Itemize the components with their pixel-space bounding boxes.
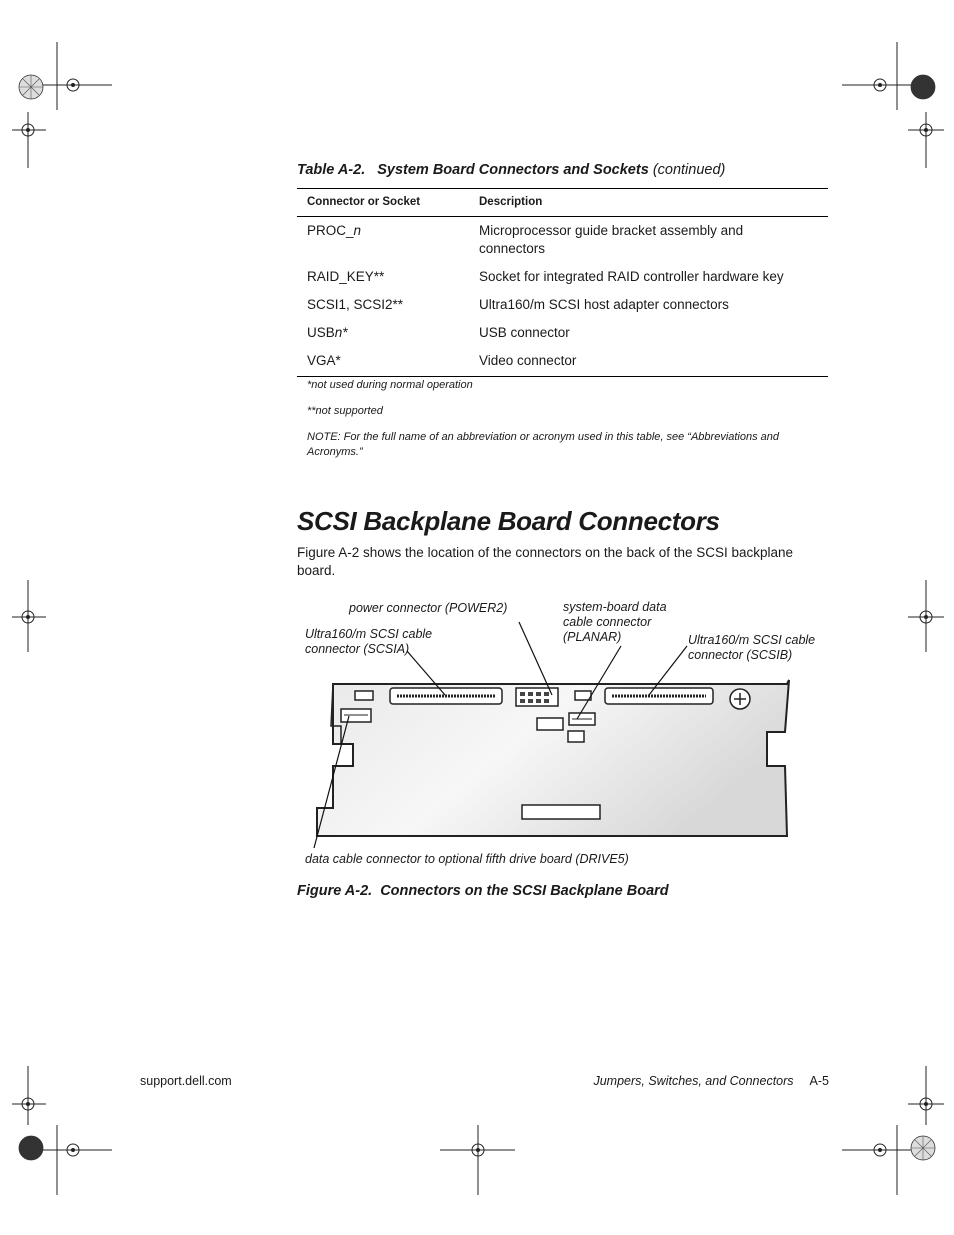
figure-caption-label: Figure A-2.	[297, 883, 373, 899]
section-paragraph: Figure A-2 shows the location of the connectors on the back of the SCSI backplane board.	[297, 545, 794, 578]
column-header-connector: Connector or Socket	[307, 196, 421, 208]
label-power-connector: power connector (POWER2)	[349, 601, 508, 615]
connector-description: Microprocessor guide bracket assembly and connectors	[479, 223, 744, 256]
footnote-note: NOTE: For the full name of an abbreviation or acronym used in this table, see “Abbreviations and Acronyms.”	[307, 431, 780, 458]
table-row	[297, 352, 828, 376]
footnote-not-used: *not used during normal operation	[307, 379, 473, 391]
table-header	[297, 189, 828, 217]
label-planar-connector: system-board data cable connector (PLANAR)	[563, 600, 667, 644]
footer-chapter-title: Jumpers, Switches, and Connectors	[593, 1074, 794, 1088]
label-scsib-connector: Ultra160/m SCSI cable connector (SCSIB)	[688, 633, 816, 662]
connector-description: Socket for integrated RAID controller hardware key	[479, 269, 784, 284]
figure-caption-text: Connectors on the SCSI Backplane Board	[380, 883, 669, 899]
section-heading: SCSI Backplane Board Connectors	[297, 506, 720, 536]
table-row	[297, 296, 828, 324]
connector-name: SCSI1, SCSI2**	[307, 297, 404, 312]
connector-table	[297, 188, 828, 377]
table-row	[297, 268, 828, 296]
figure-caption	[297, 883, 669, 899]
table-title-text: System Board Connectors and Sockets	[377, 162, 649, 178]
table-title-suffix: (continued)	[652, 162, 726, 178]
connector-name: USBn*	[307, 325, 348, 340]
label-drive5-connector: data cable connector to optional fifth drive board (DRIVE5)	[305, 852, 629, 866]
table-row	[297, 222, 828, 268]
footnote-not-supported: **not supported	[307, 405, 383, 417]
page-number: A-5	[809, 1074, 829, 1088]
connector-description: USB connector	[479, 325, 570, 340]
connector-description: Ultra160/m SCSI host adapter connectors	[479, 297, 729, 312]
connector-name: VGA*	[307, 353, 341, 368]
table-row	[297, 324, 828, 352]
backplane-board-drawing	[297, 596, 837, 876]
connector-name: RAID_KEY**	[307, 269, 385, 284]
connector-name: PROC_n	[307, 223, 362, 238]
connector-description: Video connector	[479, 353, 577, 368]
table-title-label: Table A-2.	[297, 162, 366, 178]
label-scsia-connector: Ultra160/m SCSI cable connector (SCSIA)	[305, 627, 433, 656]
footer-website: support.dell.com	[140, 1074, 232, 1088]
footer-chapter	[548, 1074, 829, 1088]
backplane-figure	[297, 596, 837, 876]
column-header-description: Description	[479, 196, 543, 208]
table-title	[297, 162, 725, 178]
